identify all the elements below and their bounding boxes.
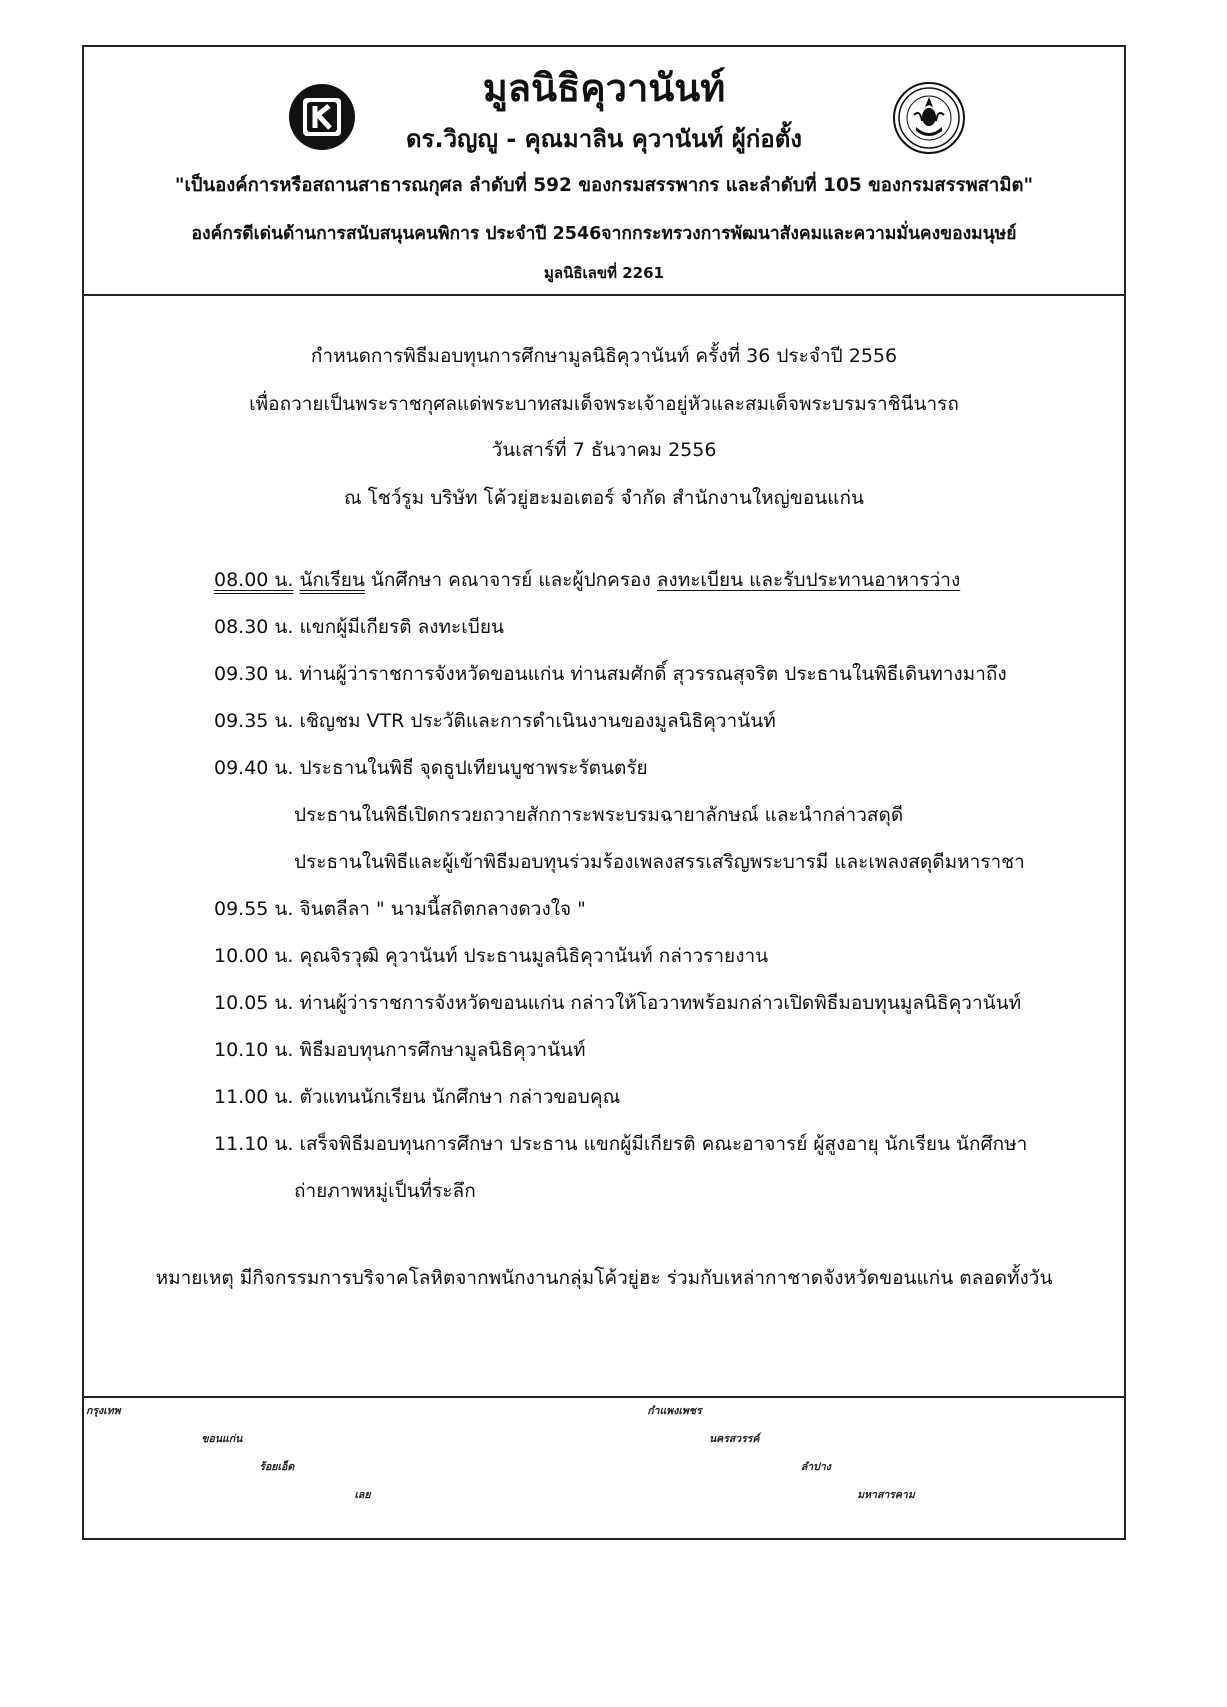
agenda-date: วันเสาร์ที่ 7 ธันวาคม 2556	[491, 439, 717, 461]
branch-label: กรุงเทพ	[86, 1405, 121, 1417]
branch-label: ขอนแก่น	[201, 1433, 243, 1445]
branch-label: เลย	[354, 1489, 371, 1501]
schedule-subitem: ประธานในพิธีเปิดกรวยถวายสักการะพระบรมฉายาลักษณ์ และนำกล่าวสดุดี	[294, 804, 904, 826]
branch-label: กำแพงเพชร	[647, 1405, 702, 1417]
schedule-text: นักเรียน	[299, 569, 365, 591]
schedule-text: นักศึกษา คณาจารย์ และผู้ปกครอง	[364, 569, 657, 591]
schedule-item: 09.35 น. เชิญชม VTR ประวัติและการดำเนินงานของมูลนิธิคุวานันท์	[214, 710, 776, 732]
schedule-item: 09.40 น. ประธานในพิธี จุดธูปเทียนบูชาพระรัตนตรัย	[214, 757, 648, 779]
branch-label: ลำปาง	[800, 1461, 831, 1473]
foundation-title: มูลนิธิคุวานันท์	[482, 66, 726, 110]
schedule-item: 11.10 น. เสร็จพิธีมอบทุนการศึกษา ประธาน แขกผู้มีเกียรติ คณะอาจารย์ ผู้สูงอายุ นักเรียน นักศึกษา	[214, 1133, 1028, 1155]
schedule-item: 10.05 น. ท่านผู้ว่าราชการจังหวัดขอนแก่น กล่าวให้โอวาทพร้อมกล่าวเปิดพิธีมอบทุนมูลนิธิคุวานันท์	[214, 992, 1022, 1014]
schedule-text: ลงทะเบียน และรับประทานอาหารว่าง	[656, 569, 961, 591]
agenda-dedication: เพื่อถวายเป็นพระราชกุศลแด่พระบาทสมเด็จพระเจ้าอยู่หัวและสมเด็จพระบรมราชินีนารถ	[249, 393, 959, 415]
schedule-item: 08.30 น. แขกผู้มีเกียรติ ลงทะเบียน	[214, 616, 504, 638]
document-frame	[82, 45, 1126, 1540]
schedule-time: 08.00 น.	[214, 569, 294, 591]
schedule-item: 09.30 น. ท่านผู้ว่าราชการจังหวัดขอนแก่น ท่านสมศักดิ์ สุวรรณสุจริต ประธานในพิธีเดินทางมาถึง	[214, 663, 1007, 685]
branch-addresses	[84, 1396, 1124, 1540]
branch-label: นครสวรรค์	[709, 1433, 760, 1445]
schedule-item: 11.00 น. ตัวแทนนักเรียน นักศึกษา กล่าวขอบคุณ	[214, 1086, 621, 1108]
schedule-item: 10.10 น. พิธีมอบทุนการศึกษามูลนิธิคุวานันท์	[214, 1039, 586, 1061]
branch-label: ร้อยเอ็ด	[259, 1461, 295, 1473]
agenda-title: กำหนดการพิธีมอบทุนการศึกษามูลนิธิคุวานันท์ ครั้งที่ 36 ประจำปี 2556	[310, 345, 898, 367]
schedule-item	[214, 565, 960, 595]
letterhead	[84, 47, 1124, 296]
founder-line: ดร.วิญญู - คุณมาลิน คุวานันท์ ผู้ก่อตั้ง	[405, 125, 803, 153]
registration-line: "เป็นองค์การหรือสถานสาธารณกุศล ลำดับที่ 592 ของกรมสรรพากร และลำดับที่ 105 ของกรมสรรพสามิต"	[174, 175, 1034, 196]
schedule-subitem: ถ่ายภาพหมู่เป็นที่ระลึก	[294, 1180, 476, 1202]
foundation-number: มูลนิธิเลขที่ 2261	[544, 264, 664, 282]
remark: หมายเหตุ มีกิจกรรมการบริจาคโลหิตจากพนักงานกลุ่มโค้วยู่ฮะ ร่วมกับเหล่ากาชาดจังหวัดขอนแก่น ตลอดทั้งวัน	[155, 1267, 1053, 1289]
schedule-item: 09.55 น. จินตลีลา " นามนี้สถิตกลางดวงใจ "	[214, 898, 586, 920]
award-line: องค์กรดีเด่นด้านการสนับสนุนคนพิการ ประจำปี 2546จากกระทรวงการพัฒนาสังคมและความมั่นคงของมนุษย์	[191, 224, 1017, 244]
branch-label: มหาสารคาม	[857, 1489, 915, 1501]
schedule-item: 10.00 น. คุณจิรวุฒิ คุวานันท์ ประธานมูลนิธิคุวานันท์ กล่าวรายงาน	[214, 945, 769, 967]
royal-seal-icon	[892, 81, 966, 155]
agenda-venue: ณ โชว์รูม บริษัท โค้วยู่ฮะมอเตอร์ จำกัด สำนักงานใหญ่ขอนแก่น	[344, 487, 864, 509]
schedule-subitem: ประธานในพิธีและผู้เข้าพิธีมอบทุนร่วมร้องเพลงสรรเสริญพระบารมี และเพลงสดุดีมหาราชา	[294, 851, 1025, 873]
